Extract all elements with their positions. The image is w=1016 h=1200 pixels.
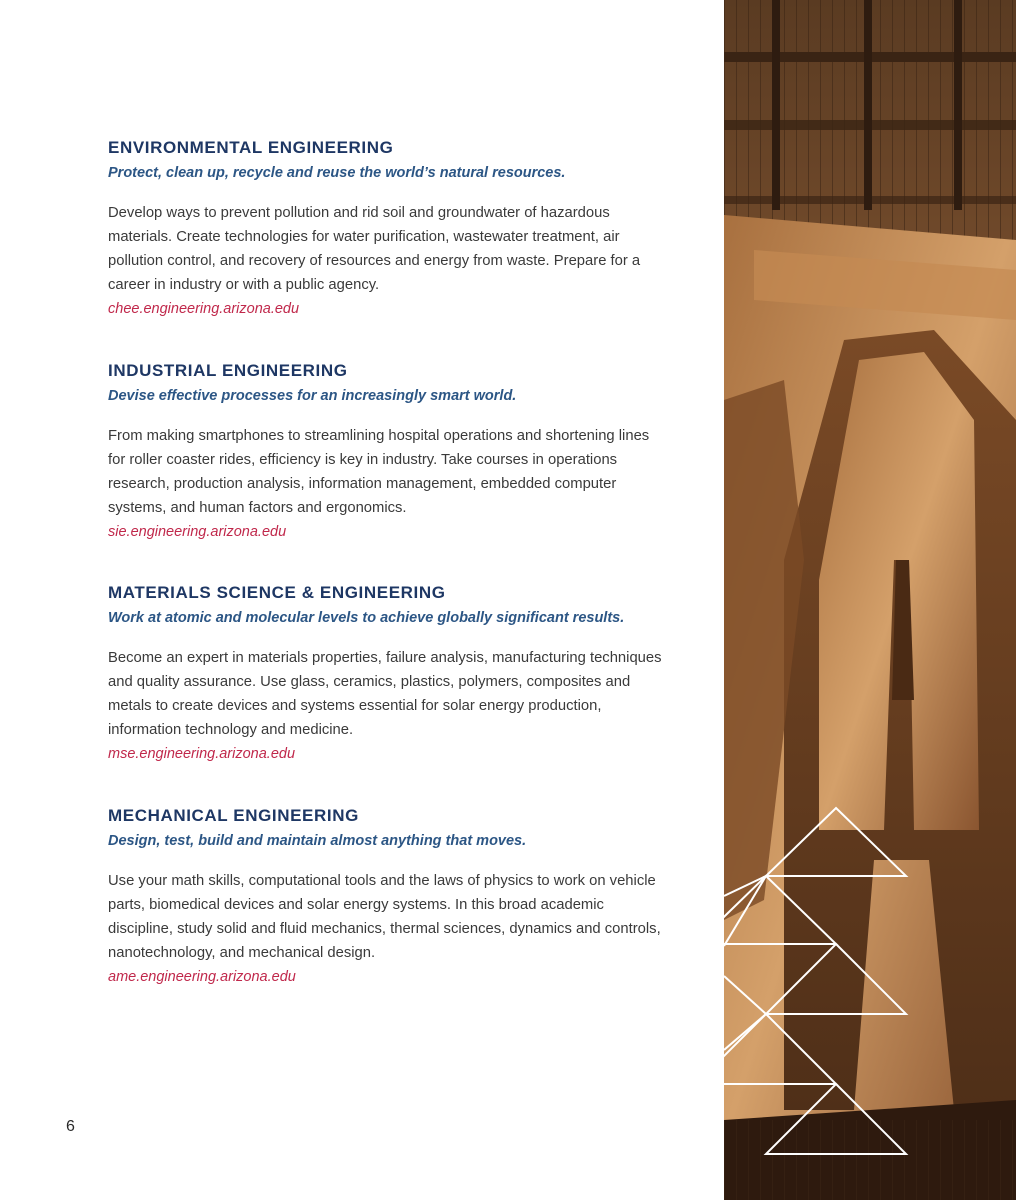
section-link[interactable]: mse.engineering.arizona.edu bbox=[108, 746, 296, 762]
section-tagline: Devise effective processes for an increasingly smart world. bbox=[108, 388, 517, 404]
section-link[interactable]: chee.engineering.arizona.edu bbox=[108, 301, 300, 317]
section-materials-science-engineering bbox=[108, 583, 668, 766]
section-title: MECHANICAL ENGINEERING bbox=[108, 806, 359, 825]
section-body: Become an expert in materials properties, failure analysis, manufacturing techniques and quality assurance. Use glass, ceramics, plastics, polymers, composites and metals to create devices and systems essential for solar energy production, information technology and medicine. bbox=[108, 650, 662, 738]
page-number: 6 bbox=[66, 1118, 75, 1135]
section-environmental-engineering bbox=[108, 138, 668, 321]
section-tagline: Design, test, build and maintain almost anything that moves. bbox=[108, 833, 527, 849]
copper-block-a-sculpture-photo bbox=[724, 0, 1016, 1200]
section-link[interactable]: ame.engineering.arizona.edu bbox=[108, 969, 296, 985]
section-industrial-engineering bbox=[108, 361, 668, 544]
section-tagline: Protect, clean up, recycle and reuse the world’s natural resources. bbox=[108, 165, 566, 181]
section-title: ENVIRONMENTAL ENGINEERING bbox=[108, 138, 394, 157]
section-tagline: Work at atomic and molecular levels to achieve globally significant results. bbox=[108, 610, 625, 626]
section-title: MATERIALS SCIENCE & ENGINEERING bbox=[108, 583, 446, 602]
section-body: Develop ways to prevent pollution and rid soil and groundwater of hazardous materials. Create technologies for water purification, wastewater treatment, air pollution control, and recovery of resources and energy from waste. Prepare for a career in industry or with a public agency. bbox=[108, 205, 641, 293]
section-link[interactable]: sie.engineering.arizona.edu bbox=[108, 524, 287, 540]
section-mechanical-engineering bbox=[108, 806, 668, 989]
section-body: From making smartphones to streamlining hospital operations and shortening lines for roller coaster rides, efficiency is key in industry. Take courses in operations research, production analysis, information management, embedded computer systems, and human factors and ergonomics. bbox=[108, 428, 650, 516]
section-body: Use your math skills, computational tools and the laws of physics to work on vehicle parts, biomedical devices and solar energy systems. In this broad academic discipline, study solid and fluid mechanics, thermal sciences, dynamics and controls, nanotechnology, and mechanical design. bbox=[108, 873, 661, 961]
section-title: INDUSTRIAL ENGINEERING bbox=[108, 361, 348, 380]
